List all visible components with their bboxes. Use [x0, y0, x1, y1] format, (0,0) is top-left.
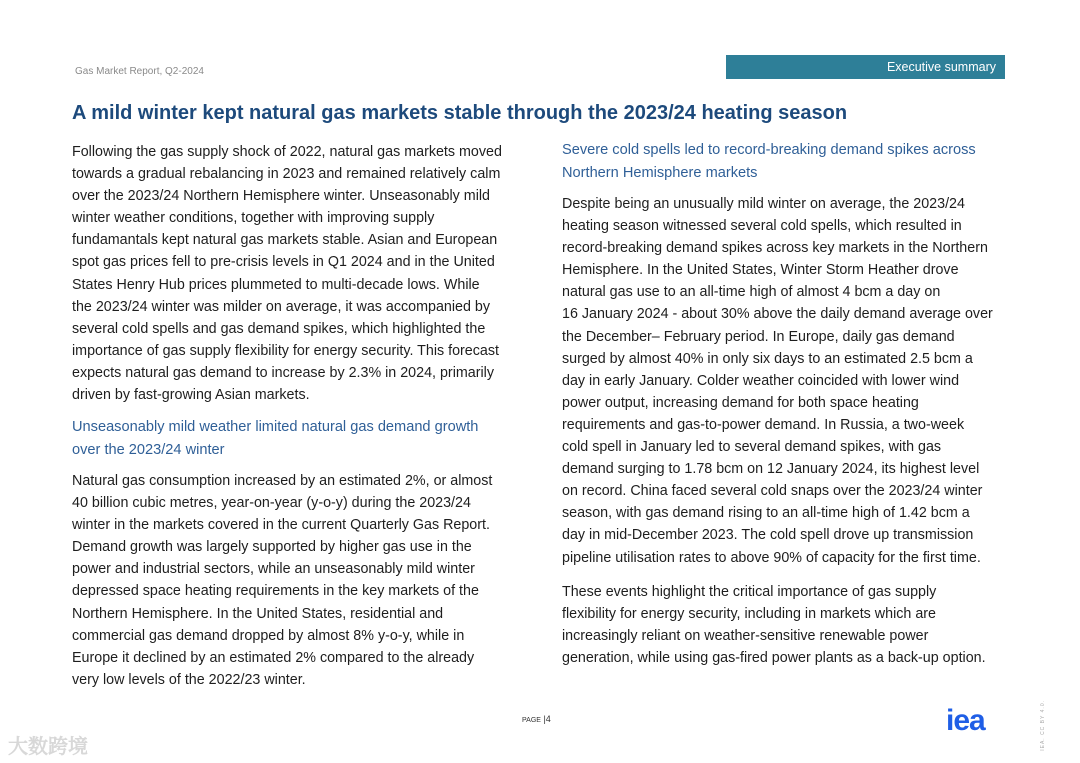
left-subheading [72, 416, 532, 462]
text-line: power and industrial sectors, while an unseasonably mild winter [72, 561, 475, 578]
text-line: day in mid-December 2023. The cold spell drove up transmission [562, 527, 974, 544]
text-line: record-breaking demand spikes across key markets in the Northern [562, 240, 988, 257]
text-line: on record. China faced several cold snaps over the 2023/24 winter [562, 483, 983, 500]
page-separator: | [543, 714, 546, 724]
text-line: Northern Hemisphere. In the United States, residential and [72, 605, 444, 622]
report-name: Gas Market Report, Q2-2024 [75, 66, 204, 77]
text-line: These events highlight the critical importance of gas supply [562, 584, 937, 600]
text-line: flexibility for energy security, including in markets which are [562, 606, 936, 623]
text-line: very low levels of the 2022/23 winter. [72, 671, 306, 688]
right-paragraph-2 [562, 581, 1022, 669]
license-text: IEA. CC BY 4.0. [1040, 700, 1046, 751]
text-line: winter in the markets covered in the current Quarterly Gas Report. [72, 517, 490, 534]
text-line: spot gas prices fell to pre-crisis levels in Q1 2024 and in the United [72, 254, 495, 271]
section-tab: Executive summary [726, 55, 1005, 79]
text-line: natural gas use to an all-time high of almost 4 bcm a day on [562, 284, 941, 301]
text-line: Demand growth was largely supported by higher gas use in the [72, 539, 472, 556]
text-line: Following the gas supply shock of 2022, natural gas markets moved [72, 144, 502, 160]
text-line: Unseasonably mild weather limited natural gas demand growth [72, 419, 479, 435]
text-line: surged by almost 40% in only six days to an estimated 2.5 bcm a [562, 350, 973, 367]
text-line: 16 January 2024 - about 30% above the daily demand average over [562, 306, 993, 323]
text-line: over the 2023/24 Northern Hemisphere winter. Unseasonably mild [72, 188, 491, 205]
text-line: the 2023/24 winter was milder on average, it was accompanied by [72, 298, 491, 315]
text-line: Natural gas consumption increased by an estimated 2%, or almost [72, 473, 493, 489]
text-line: the December– February period. In Europe, daily gas demand [562, 328, 955, 345]
text-line: over the 2023/24 winter [72, 442, 225, 458]
page-number [522, 714, 551, 724]
page-label: PAGE [522, 717, 541, 724]
text-line: towards a gradual rebalancing in 2023 and remained relatively calm [72, 166, 501, 183]
text-line: Severe cold spells led to record-breaking demand spikes across [562, 142, 976, 158]
left-paragraph-2 [72, 470, 532, 691]
iea-logo: iea [946, 704, 985, 737]
text-line: heating season witnessed several cold spells, which resulted in [562, 218, 962, 235]
text-line: requirements and gas-to-power demand. In Russia, a two-week [562, 416, 965, 433]
text-line: day in early January. Colder weather coincided with lower wind [562, 372, 960, 389]
text-line: generation, while using gas-fired power plants as a back-up option. [562, 650, 986, 667]
text-line: States Henry Hub prices plummeted to multi-decade lows. While [72, 276, 480, 293]
text-line: Despite being an unusually mild winter on average, the 2023/24 [562, 196, 965, 212]
text-line: power output, increasing demand for both space heating [562, 394, 919, 411]
text-line: depressed space heating requirements in the key markets of the [72, 583, 479, 600]
page-number-value: 4 [545, 714, 551, 724]
text-line: demand surging to 1.78 bcm on 12 January 2024, its highest level [562, 461, 980, 478]
text-line: commercial gas demand dropped by almost 8% y-o-y, while in [72, 627, 465, 644]
text-line: expects natural gas demand to increase by 2.3% in 2024, primarily [72, 364, 494, 381]
text-line: pipeline utilisation rates to above 90% of capacity for the first time. [562, 549, 981, 566]
text-line: increasingly reliant on weather-sensitive renewable power [562, 628, 929, 645]
text-line: Northern Hemisphere markets [562, 165, 758, 181]
page-title: A mild winter kept natural gas markets stable through the 2023/24 heating season [72, 102, 848, 124]
right-subheading [562, 139, 1022, 185]
text-line: cold spell in January led to several demand spikes, with gas [562, 439, 942, 456]
text-line: winter weather conditions, together with improving supply [72, 210, 435, 227]
text-line: fundamantals kept natural gas markets stable. Asian and European [72, 232, 498, 249]
watermark: 大数跨境 [8, 736, 88, 758]
text-line: Hemisphere. In the United States, Winter Storm Heather drove [562, 262, 959, 279]
text-line: importance of gas supply flexibility for energy security. This forecast [72, 342, 499, 359]
text-line: season, with gas demand rising to an all-time high of 1.42 bcm a [562, 505, 970, 522]
right-paragraph-1 [562, 193, 1022, 569]
left-paragraph-1 [72, 141, 532, 406]
text-line: Europe it declined by an estimated 2% compared to the already [72, 649, 475, 666]
text-line: 40 billion cubic metres, year-on-year (y-o-y) during the 2023/24 [72, 495, 471, 512]
text-line: driven by fast-growing Asian markets. [72, 387, 310, 404]
text-line: several cold spells and gas demand spikes, which highlighted the [72, 320, 486, 337]
